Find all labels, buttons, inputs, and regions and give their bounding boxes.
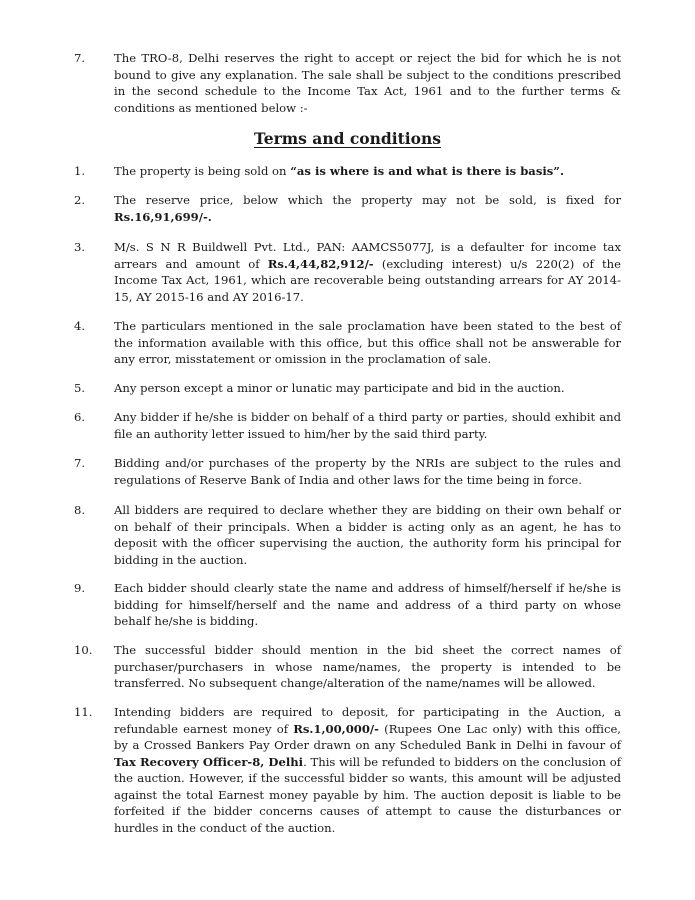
item-number: 5. [74, 381, 86, 395]
intro-text: The TRO-8, Delhi reserves the right to accept or reject the bid for which he is not bound to give any explanation. The sale shall be subject to the conditions prescribed in the second schedule to the Income Tax Act, 1961 and to the further terms & conditions as mentioned below :- [114, 51, 621, 115]
item-text [114, 455, 621, 488]
emphasis-text: Tax Recovery Officer-8, Delhi [114, 754, 304, 769]
body-text: All bidders are required to declare whether they are bidding on their own behalf or on behalf of their principals. When a bidder is acting only as an agent, he has to deposit with the officer supervising the auction, the authority form his principal for bidding in the auction. [114, 503, 621, 567]
section-heading: Terms and conditions [253, 129, 441, 148]
body-text: Any person except a minor or lunatic may participate and bid in the auction. [114, 381, 565, 395]
body-text: M/s. S N R Buildwell Pvt. Ltd., PAN: AAMCS5077J, is a defaulter for income tax arrears and amount of [114, 240, 621, 271]
body-text: Any bidder if he/she is bidder on behalf of a third party or parties, should exhibit and file an authority letter issued to him/her by the said third party. [114, 410, 621, 441]
body-text: Intending bidders are required to deposit, for participating in the Auction, a refundable earnest money of [114, 705, 621, 736]
intro-number: 7. [74, 51, 86, 65]
item-number: 10. [74, 643, 93, 657]
body-text: Bidding and/or purchases of the property by the NRIs are subject to the rules and regulations of Reserve Bank of India and other laws for the time being in force. [114, 456, 621, 487]
item-text [114, 239, 621, 305]
item-number: 1. [74, 164, 86, 178]
item-text [114, 502, 621, 568]
emphasis-text: Rs.4,44,82,912/- [267, 256, 374, 271]
item-text [114, 409, 621, 442]
body-text: The reserve price, below which the property may not be sold, is fixed for [114, 193, 621, 207]
item-number: 3. [74, 240, 86, 254]
body-text: . This will be refunded to bidders on the conclusion of the auction. However, if the successful bidder so wants, this amount will be adjusted against the total Earnest money payable by him. The auction deposit is liable to be forfeited if the bidder concerns causes of attempt to cause the disturbances or hurdles in the conduct of the auction. [114, 754, 621, 835]
item-number: 7. [74, 456, 86, 470]
body-text: (excluding interest) u/s 220(2) of the Income Tax Act, 1961, which are recoverable being outstanding arrears for AY 2014-15, AY 2015-16 and AY 2016-17. [114, 256, 621, 304]
item-text [114, 704, 621, 836]
item-text [114, 192, 621, 225]
item-text [114, 163, 621, 180]
body-text: The particulars mentioned in the sale proclamation have been stated to the best of the information available with this office, but this office shall not be answerable for any error, misstatement or omission in the proclamation of sale. [114, 319, 621, 366]
item-number: 2. [74, 193, 86, 207]
body-text: (Rupees One Lac only) with this office, by a Crossed Bankers Pay Order drawn on any Scheduled Bank in Delhi in favour of [114, 721, 621, 752]
item-number: 8. [74, 503, 86, 517]
emphasis-text: Rs.1,00,000/- [293, 721, 379, 736]
item-number: 6. [74, 410, 86, 424]
body-text: The successful bidder should mention in the bid sheet the correct names of purchaser/purchasers in whose name/names, the property is intended to be transferred. No subsequent change/alteration of the name/names will be allowed. [114, 643, 621, 690]
body-text: Each bidder should clearly state the name and address of himself/herself if he/she is bidding for himself/herself and the name and address of a third party on whose behalf he/she is bidding. [114, 581, 621, 628]
body-text: The property is being sold on [114, 164, 291, 178]
emphasis-text: Rs.16,91,699/-. [114, 209, 212, 224]
item-text [114, 580, 621, 630]
item-number: 4. [74, 319, 86, 333]
emphasis-text: “as is where is and what is there is basis”. [290, 164, 564, 178]
item-number: 11. [74, 705, 93, 719]
item-text [114, 642, 621, 692]
item-text [114, 380, 621, 397]
item-number: 9. [74, 581, 86, 595]
item-text [114, 318, 621, 368]
